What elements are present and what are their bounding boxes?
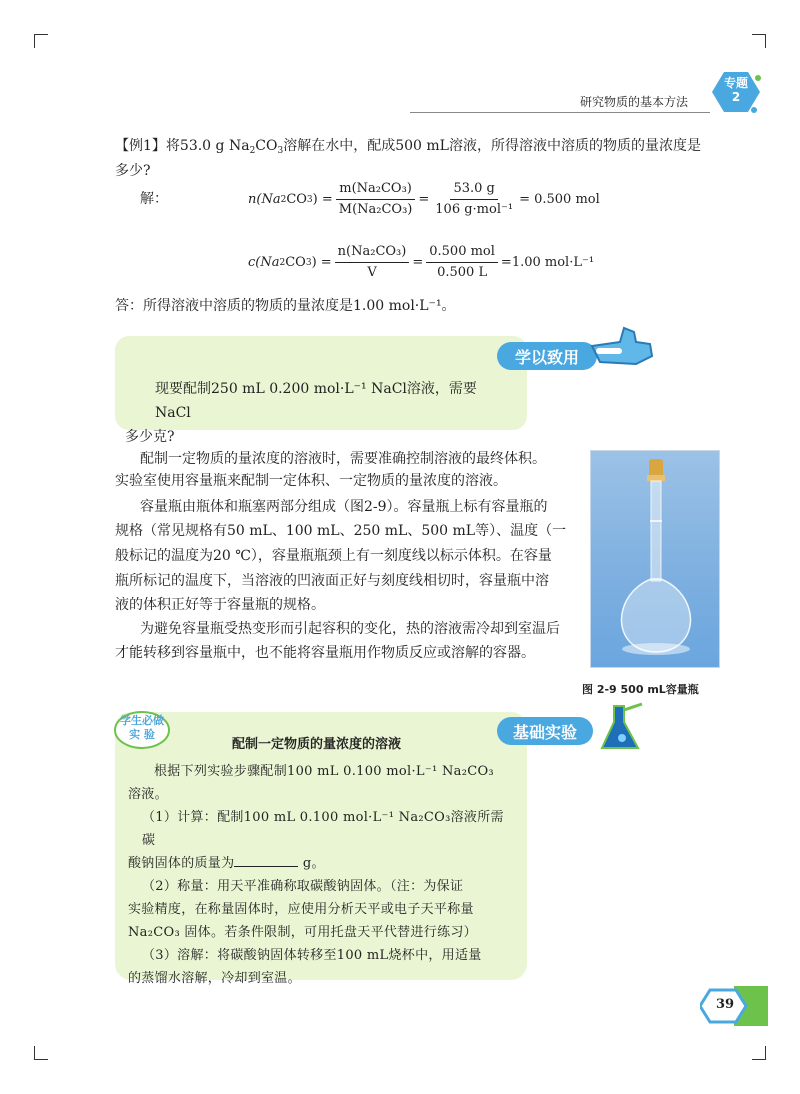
eq2-lhs: c(Na <box>248 255 280 270</box>
badge-line2: 实 验 <box>129 728 155 741</box>
eq2-lhs-tail: CO <box>285 255 306 270</box>
example-question-line1 <box>115 135 701 162</box>
body-p3-line2: 才能转移到容量瓶中，也不能将容量瓶用作物质反应或溶解的容器。 <box>115 645 535 661</box>
practice-line1: 现要配制250 mL 0.200 mol·L⁻¹ NaCl溶液，需要NaCl <box>155 381 477 421</box>
q-part-b: CO <box>255 138 278 154</box>
eq1-lhs-tail: CO <box>286 192 307 207</box>
eq1-frac2-num: 53.0 g <box>450 180 497 200</box>
body-p2-line1: 容量瓶由瓶体和瓶塞两部分组成（图2-9）。容量瓶上标有容量瓶的 <box>140 499 548 515</box>
step1-line1: （1）计算：配制100 mL 0.100 mol·L⁻¹ Na₂CO₃溶液所需碳 <box>142 810 504 848</box>
practice-tag: 学以致用 <box>497 342 597 370</box>
step1-line2-unit: g。 <box>298 856 325 871</box>
required-experiment-badge <box>116 714 168 742</box>
crop-mark-bottom-right <box>752 1046 766 1060</box>
experiment-instructions <box>128 760 512 990</box>
eq2-fraction-2 <box>426 243 498 282</box>
equation-1 <box>248 180 600 219</box>
eq1-fraction-2 <box>432 180 516 219</box>
step3-line2: 的蒸馏水溶解，冷却到室温。 <box>128 971 301 986</box>
body-p2-line3: 般标记的温度为20 ℃），容量瓶瓶颈上有一刻度线以标示体积。在容量 <box>115 548 552 564</box>
volumetric-flask-photo <box>590 450 720 668</box>
intro-line1: 根据下列实验步骤配制100 mL 0.100 mol·L⁻¹ Na₂CO₃ <box>154 764 494 779</box>
solution-label: 解： <box>140 191 168 207</box>
practice-line2: 多少克? <box>125 429 175 445</box>
eq1-frac2-den: 106 g·mol⁻¹ <box>435 202 514 217</box>
crop-mark-top-left <box>34 34 48 48</box>
badge-line1: 学生必做 <box>120 714 164 727</box>
eq1-fraction-1 <box>336 180 416 219</box>
eq2-fraction-1 <box>335 243 410 282</box>
body-p2-line2: 规格（常见规格有50 mL、100 mL、250 mL、500 mL等）、温度（一 <box>115 523 567 539</box>
crop-mark-top-right <box>752 34 766 48</box>
eq2-lhs-end: ) = <box>311 255 332 270</box>
body-p2-line4: 瓶所标记的温度下，当溶液的凹液面正好与刻度线相切时，容量瓶中溶 <box>115 573 549 589</box>
header-rule <box>410 112 710 113</box>
step1-line2-text: 酸钠固体的质量为 <box>128 856 235 871</box>
figure-caption: 图 2-9 500 mL容量瓶 <box>582 683 699 696</box>
example-label: 【例1】 <box>115 138 166 154</box>
experiment-tag: 基础实验 <box>497 717 593 745</box>
step3-line1: （3）溶解：将碳酸钠固体转移至100 mL烧杯中，用适量 <box>142 948 482 963</box>
step2-line1: （2）称量：用天平准确称取碳酸钠固体。（注：为保证 <box>142 879 464 894</box>
intro-line2: 溶液。 <box>128 787 168 802</box>
eq2-equals: = <box>412 255 424 270</box>
body-p1-line2: 实验室使用容量瓶来配制一定体积、一定物质的量浓度的溶液。 <box>115 473 507 489</box>
equation-2 <box>248 243 594 282</box>
eq2-sub3: 3 <box>305 257 312 268</box>
eq2-frac2-den: 0.500 L <box>437 265 488 280</box>
q-sub2: 3 <box>277 146 284 156</box>
crop-mark-bottom-left <box>34 1046 48 1060</box>
eq1-frac1-den: M(Na₂CO₃) <box>338 202 413 217</box>
step1-line2 <box>128 852 512 875</box>
body-p3-line1: 为避免容量瓶受热变形而引起容积的变化，热的溶液需冷却到室温后 <box>140 621 560 637</box>
q-part-c: 溶解在水中，配成500 mL溶液，所得溶液中溶质的物质的量浓度是 <box>283 138 701 154</box>
topic-label-text: 专题 <box>723 76 748 90</box>
volumetric-flask-image <box>591 451 721 669</box>
eq1-sub2: 2 <box>280 194 287 205</box>
pointing-hand-icon <box>590 322 654 372</box>
topic-label <box>716 76 756 104</box>
eq1-equals: = <box>418 192 430 207</box>
example-question-line2: 多少? <box>115 163 151 179</box>
running-header: 研究物质的基本方法 <box>580 95 689 109</box>
flask-icon <box>594 700 650 756</box>
eq2-result: =1.00 mol·L⁻¹ <box>500 255 595 270</box>
step2-line3: Na₂CO₃ 固体。若条件限制，可用托盘天平代替进行练习） <box>128 925 477 940</box>
practice-question <box>125 377 505 449</box>
example-answer: 答：所得溶液中溶质的物质的量浓度是1.00 mol·L⁻¹。 <box>115 298 456 314</box>
eq1-sub3: 3 <box>306 194 313 205</box>
eq2-frac2-num: 0.500 mol <box>426 243 498 263</box>
eq2-frac1-den: V <box>367 265 377 280</box>
q-part-a: 将53.0 g Na <box>165 138 250 154</box>
step2-line2: 实验精度，在称量固体时，应使用分析天平或电子天平称量 <box>128 902 474 917</box>
eq1-result: = 0.500 mol <box>519 192 600 207</box>
topic-number: 2 <box>731 90 741 104</box>
experiment-title: 配制一定物质的量浓度的溶液 <box>232 737 402 752</box>
body-p1-line1: 配制一定物质的量浓度的溶液时，需要准确控制溶液的最终体积。 <box>140 451 546 467</box>
page-number: 39 <box>716 997 735 1012</box>
eq1-lhs: n(Na <box>248 192 281 207</box>
body-p2-line5: 液的体积正好等于容量瓶的规格。 <box>115 597 325 613</box>
eq2-sub2: 2 <box>279 257 286 268</box>
q-sub1: 2 <box>249 146 256 156</box>
eq1-lhs-end: ) = <box>312 192 333 207</box>
eq2-frac1-num: n(Na₂CO₃) <box>335 243 410 263</box>
eq1-frac1-num: m(Na₂CO₃) <box>336 180 415 200</box>
mass-answer-blank <box>234 855 298 867</box>
